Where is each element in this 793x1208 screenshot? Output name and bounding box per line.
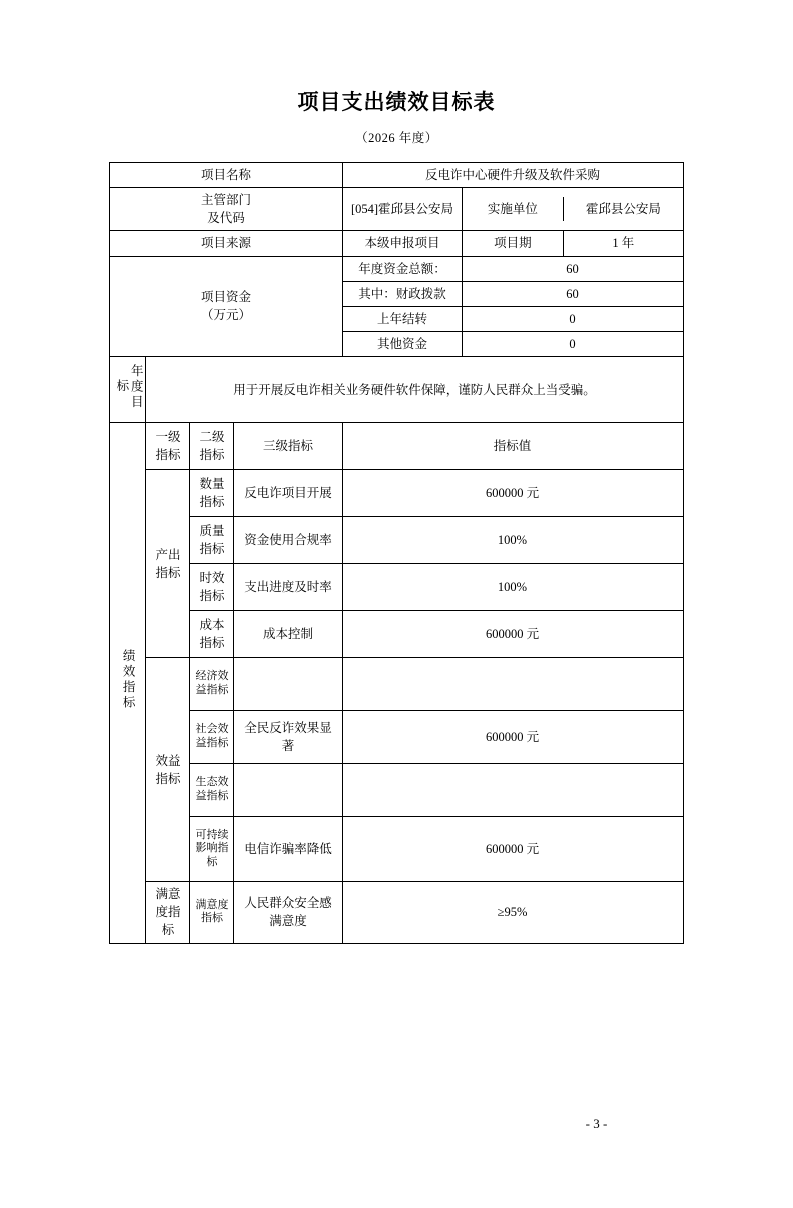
department-label-line2: 及代码 — [207, 211, 245, 226]
table-row-annual-goal — [110, 357, 683, 423]
header-level3: 三级指标 — [234, 423, 342, 470]
table-row-indicator — [110, 817, 683, 882]
fund-label-line1: 项目资金 — [200, 290, 251, 305]
level3-label: 反电诈项目开展 — [234, 470, 342, 517]
department-label — [110, 188, 342, 231]
annual-goal-text: 用于开展反电诈相关业务硬件软件保障，谨防人民群众上当受骗。 — [146, 357, 683, 423]
page-number: - 3 - — [585, 1116, 608, 1131]
table-row-indicator — [110, 517, 683, 564]
page-title: 项目支出绩效目标表 — [297, 90, 496, 114]
level3-label: 全民反诈效果显著 — [234, 711, 342, 764]
level3-label: 电信诈骗率降低 — [234, 817, 342, 882]
level2-label: 可持续影响指标 — [190, 817, 234, 882]
period-label: 项目期 — [463, 231, 564, 255]
level3-label: 人民群众安全感满意度 — [234, 882, 342, 943]
table-row-indicator — [110, 711, 683, 764]
header-level2: 二级指标 — [190, 423, 234, 470]
fund-row-label: 其中：财政拨款 — [342, 281, 462, 306]
project-name-value: 反电诈中心硬件升级及软件采购 — [342, 163, 683, 188]
fund-row-value: 60 — [462, 281, 683, 306]
impl-unit-label: 实施单位 — [463, 197, 564, 221]
fund-row-value: 0 — [462, 306, 683, 331]
annual-goal-label: 年度目标 — [110, 357, 146, 423]
table-row-fund-1 — [110, 256, 683, 281]
performance-label: 绩效指标 — [110, 423, 146, 943]
fund-row-label: 其他资金 — [342, 331, 462, 356]
level2-label: 社会效益指标 — [190, 711, 234, 764]
performance-target-table — [109, 162, 683, 944]
level1-satisfaction: 满意度指标 — [146, 882, 190, 943]
indicator-value: 600000 元 — [342, 711, 683, 764]
impl-unit-cell — [462, 188, 683, 231]
fund-row-label: 上年结转 — [342, 306, 462, 331]
indicator-value: 600000 元 — [342, 470, 683, 517]
period-cell — [462, 231, 683, 256]
fund-row-label: 年度资金总额： — [342, 256, 462, 281]
table-row-department — [110, 188, 683, 231]
indicator-value: 600000 元 — [342, 611, 683, 658]
page-subtitle: （2026 年度） — [355, 131, 438, 145]
level2-label: 质量指标 — [190, 517, 234, 564]
table-row-indicator — [110, 882, 683, 943]
source-label: 项目来源 — [110, 231, 342, 256]
header-level1: 一级指标 — [146, 423, 190, 470]
source-value: 本级申报项目 — [342, 231, 462, 256]
indicator-value: ≥95% — [342, 882, 683, 943]
level3-label: 资金使用合规率 — [234, 517, 342, 564]
fund-label — [110, 256, 342, 357]
level2-label: 生态效益指标 — [190, 764, 234, 817]
table-row-indicator — [110, 764, 683, 817]
indicator-value — [342, 764, 683, 817]
department-label-line1: 主管部门 — [200, 193, 251, 208]
level3-label: 成本控制 — [234, 611, 342, 658]
table-row-indicator — [110, 470, 683, 517]
level2-label: 数量指标 — [190, 470, 234, 517]
document-page — [0, 86, 793, 1208]
table-row-indicator — [110, 658, 683, 711]
table-row-source — [110, 231, 683, 256]
header-value: 指标值 — [342, 423, 683, 470]
level3-label: 支出进度及时率 — [234, 564, 342, 611]
indicator-value — [342, 658, 683, 711]
level3-label — [234, 764, 342, 817]
level2-label: 时效指标 — [190, 564, 234, 611]
table-row-indicator — [110, 611, 683, 658]
indicator-value: 600000 元 — [342, 817, 683, 882]
period-value: 1 年 — [612, 236, 635, 251]
level1-output: 产出指标 — [146, 470, 190, 658]
table-row-indicator — [110, 564, 683, 611]
project-name-label: 项目名称 — [110, 163, 342, 188]
fund-row-value: 60 — [462, 256, 683, 281]
level2-label: 成本指标 — [190, 611, 234, 658]
fund-label-line2: （万元） — [200, 308, 251, 323]
impl-unit-value: 霍邱县公安局 — [585, 202, 661, 217]
level1-benefit: 效益指标 — [146, 658, 190, 882]
indicator-value: 100% — [342, 517, 683, 564]
table-row-project-name — [110, 163, 683, 188]
department-value: [054]霍邱县公安局 — [342, 188, 462, 231]
level3-label — [234, 658, 342, 711]
indicator-value: 100% — [342, 564, 683, 611]
level2-label: 满意度指标 — [190, 882, 234, 943]
fund-row-value: 0 — [462, 331, 683, 356]
table-row-indicator-header — [110, 423, 683, 470]
level2-label: 经济效益指标 — [190, 658, 234, 711]
